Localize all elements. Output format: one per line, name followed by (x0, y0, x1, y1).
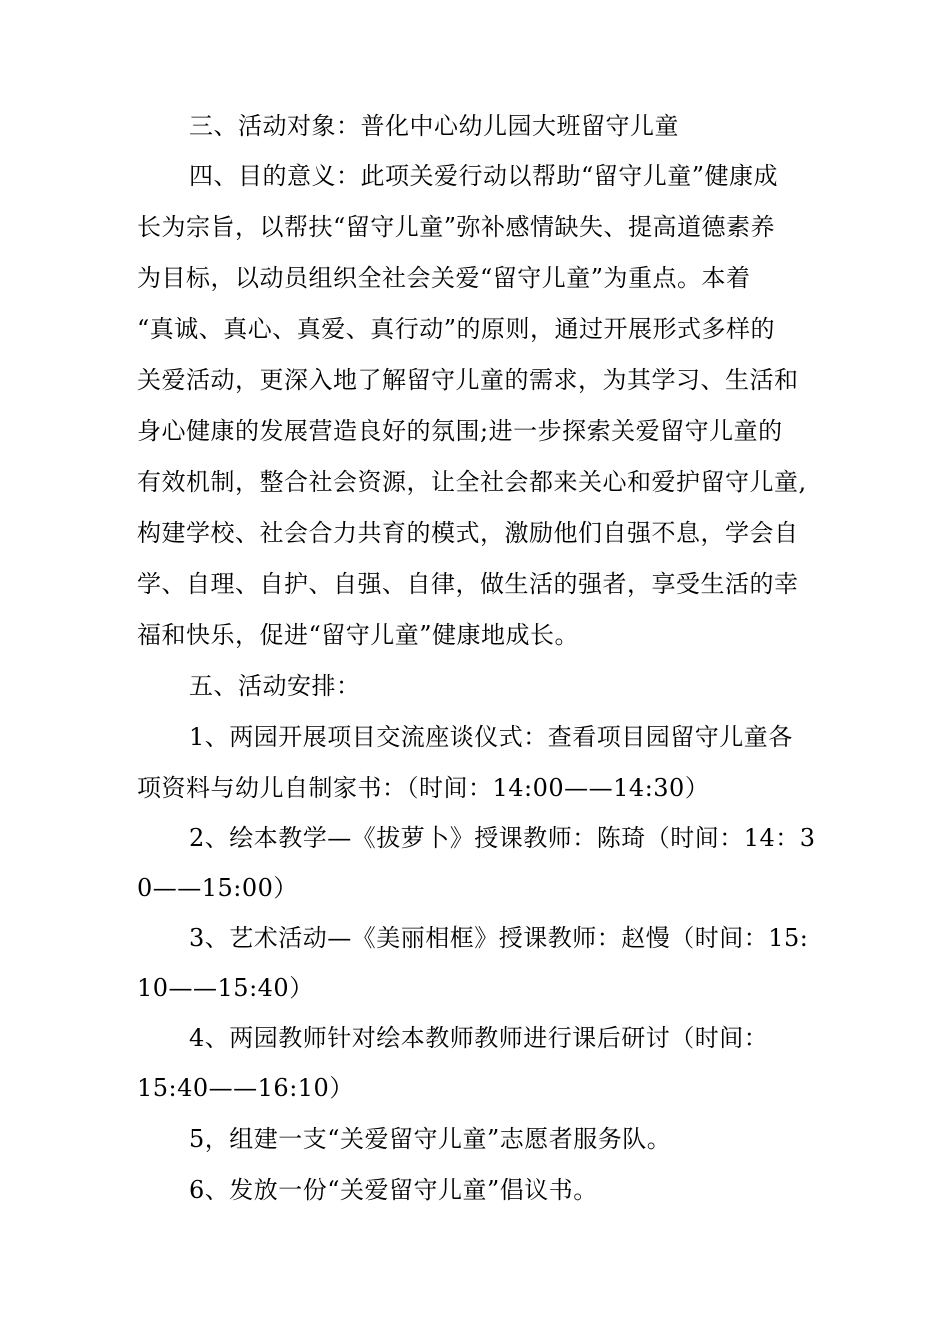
section-heading: 五、活动安排： (189, 672, 361, 700)
list-item-line: 5，组建一支“关爱留守儿童”志愿者服务队。 (189, 1125, 672, 1153)
paragraph-line: 关爱活动，更深入地了解留守儿童的需求，为其学习、生活和 (137, 366, 799, 394)
paragraph-line: 为目标，以动员组织全社会关爱“留守儿童”为重点。本着 (137, 264, 751, 292)
paragraph-line: 身心健康的发展营造良好的氛围;进一步探索关爱留守儿童的 (137, 417, 783, 445)
paragraph-line: 有效机制，整合社会资源，让全社会都来关心和爱护留守儿童, (137, 468, 807, 496)
list-item-line: 4、两园教师针对绘本教师教师进行课后研讨（时间： (189, 1024, 769, 1052)
paragraph-line: 学、自理、自护、自强、自律，做生活的强者，享受生活的幸 (137, 570, 799, 598)
paragraph-line: 长为宗旨，以帮扶“留守儿童”弥补感情缺失、提高道德素养 (137, 213, 776, 241)
paragraph-line: 福和快乐，促进“留守儿童”健康地成长。 (137, 621, 580, 649)
paragraph-line: 构建学校、社会合力共育的模式，激励他们自强不息，学会自 (137, 519, 799, 547)
list-item-line: 1、两园开展项目交流座谈仪式：查看项目园留守儿童各 (189, 723, 793, 751)
list-item-line: 项资料与幼儿自制家书：（时间：14:00——14:30） (137, 774, 710, 802)
list-item-line: 6、发放一份“关爱留守儿童”倡议书。 (189, 1176, 598, 1204)
list-item-line: 10——15:40） (137, 974, 314, 1002)
list-item-line: 2、绘本教学—《拔萝卜》授课教师：陈琦（时间：14：3 (189, 824, 816, 852)
paragraph-line: 三、活动对象：普化中心幼儿园大班留守儿童 (189, 112, 679, 140)
list-item-line: 15:40——16:10） (137, 1074, 354, 1102)
paragraph-line: “真诚、真心、真爱、真行动”的原则，通过开展形式多样的 (137, 315, 776, 343)
paragraph-line: 四、目的意义：此项关爱行动以帮助“留守儿童”健康成 (189, 162, 779, 190)
list-item-line: 3、艺术活动—《美丽相框》授课教师：赵慢（时间：15: (189, 924, 809, 952)
list-item-line: 0——15:00） (137, 874, 298, 902)
